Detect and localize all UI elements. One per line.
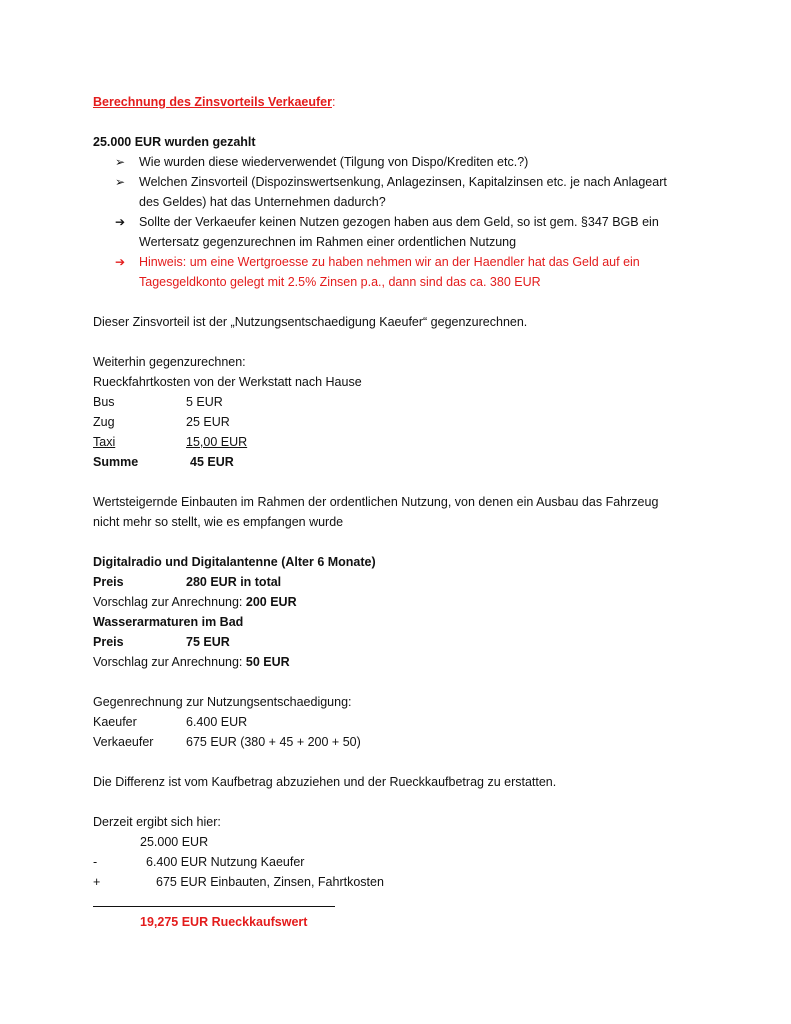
hint-line-1: Hinweis: um eine Wertgroesse zu haben nehmen wir an der Haendler hat das Geld auf ein [139, 255, 640, 269]
suggestion-value: 200 EUR [245, 595, 297, 609]
einbauten-line-1: Wertsteigernde Einbauten im Rahmen der ordentlichen Nutzung, von denen ein Ausbau das Fahrzeug [93, 495, 659, 509]
item-1-title: Digitalradio und Digitalantenne (Alter 6 Monate) [93, 555, 376, 569]
bullet-2-line-1: Welchen Zinsvorteil (Dispozinswertsenkung, Anlagezinsen, Kapitalzinsen etc. je nach Anlageart [139, 175, 667, 189]
rueckfahrt-subtitle: Rueckfahrtkosten von der Werkstatt nach Hause [93, 375, 362, 389]
bullet-3-line-1: Sollte der Verkaeufer keinen Nutzen gezogen haben aus dem Geld, so ist gem. §347 BGB ein [139, 215, 659, 229]
cost-row-value: 15,00 EUR [186, 435, 248, 449]
heading-colon: : [331, 95, 336, 109]
suggestion-label: Vorschlag zur Anrechnung: [93, 655, 246, 669]
item-2-price-value: 75 EUR [186, 635, 230, 649]
differenz-line: Die Differenz ist vom Kaufbetrag abzuziehen und der Rueckkaufbetrag zu erstatten. [93, 775, 557, 789]
bullet-1-text: Wie wurden diese wiederverwendet (Tilgung von Dispo/Krediten etc.?) [139, 155, 529, 169]
bullet-3-line-2: Wertersatz gegenzurechnen im Rahmen einer ordentlichen Nutzung [139, 235, 517, 249]
gegenrechnung-title: Gegenrechnung zur Nutzungsentschaedigung: [93, 695, 352, 709]
result-line: 19,275 EUR Rueckkaufswert [140, 915, 308, 929]
item-2-title: Wasserarmaturen im Bad [93, 615, 244, 629]
sum-label: Summe [93, 455, 139, 469]
sum-divider [93, 906, 335, 907]
cost-row-label: Zug [93, 415, 115, 429]
item-1-price-label: Preis [93, 575, 124, 589]
cost-row-value: 25 EUR [186, 415, 230, 429]
calc-line-2: 6.400 EUR Nutzung Kaeufer [146, 855, 305, 869]
gegenrechnung-value: 6.400 EUR [186, 715, 248, 729]
heading-text: Berechnung des Zinsvorteils Verkaeufer [93, 95, 332, 109]
cost-row-value: 5 EUR [186, 395, 223, 409]
weiterhin-title: Weiterhin gegenzurechnen: [93, 355, 246, 369]
item-2-suggestion [93, 652, 290, 672]
gegenrechnung-label: Kaeufer [93, 715, 137, 729]
suggestion-value: 50 EUR [245, 655, 290, 669]
gegenrechnung-label: Verkaeufer [93, 735, 154, 749]
arrowhead-bullet-icon: ➢ [115, 155, 126, 169]
gegenrechnung-value: 675 EUR (380 + 45 + 200 + 50) [186, 735, 361, 749]
calc-minus-sign: - [93, 855, 98, 869]
hint-line-2: Tagesgeldkonto gelegt mit 2.5% Zinsen p.a., dann sind das ca. 380 EUR [139, 275, 541, 289]
calc-line-1: 25.000 EUR [140, 835, 209, 849]
section-heading [93, 92, 335, 112]
derzeit-title: Derzeit ergibt sich hier: [93, 815, 221, 829]
item-1-suggestion [93, 592, 297, 612]
arrowhead-bullet-icon: ➢ [115, 175, 126, 189]
bullet-2-line-2: des Geldes) hat das Unternehmen dadurch? [139, 195, 386, 209]
sum-value: 45 EUR [190, 455, 234, 469]
item-2-price-label: Preis [93, 635, 124, 649]
paid-line: 25.000 EUR wurden gezahlt [93, 135, 256, 149]
einbauten-line-2: nicht mehr so stellt, wie es empfangen wurde [93, 515, 344, 529]
suggestion-label: Vorschlag zur Anrechnung: [93, 595, 246, 609]
item-1-price-value: 280 EUR in total [186, 575, 282, 589]
arrow-bullet-icon: ➔ [115, 215, 126, 229]
calc-plus-sign: + [93, 875, 101, 889]
cost-row-label: Taxi [93, 435, 116, 449]
cost-row-label: Bus [93, 395, 115, 409]
arrow-bullet-icon: ➔ [115, 255, 126, 269]
zinsvorteil-line: Dieser Zinsvorteil ist der „Nutzungsentschaedigung Kaeufer“ gegenzurechnen. [93, 315, 528, 329]
calc-line-3: 675 EUR Einbauten, Zinsen, Fahrtkosten [156, 875, 384, 889]
